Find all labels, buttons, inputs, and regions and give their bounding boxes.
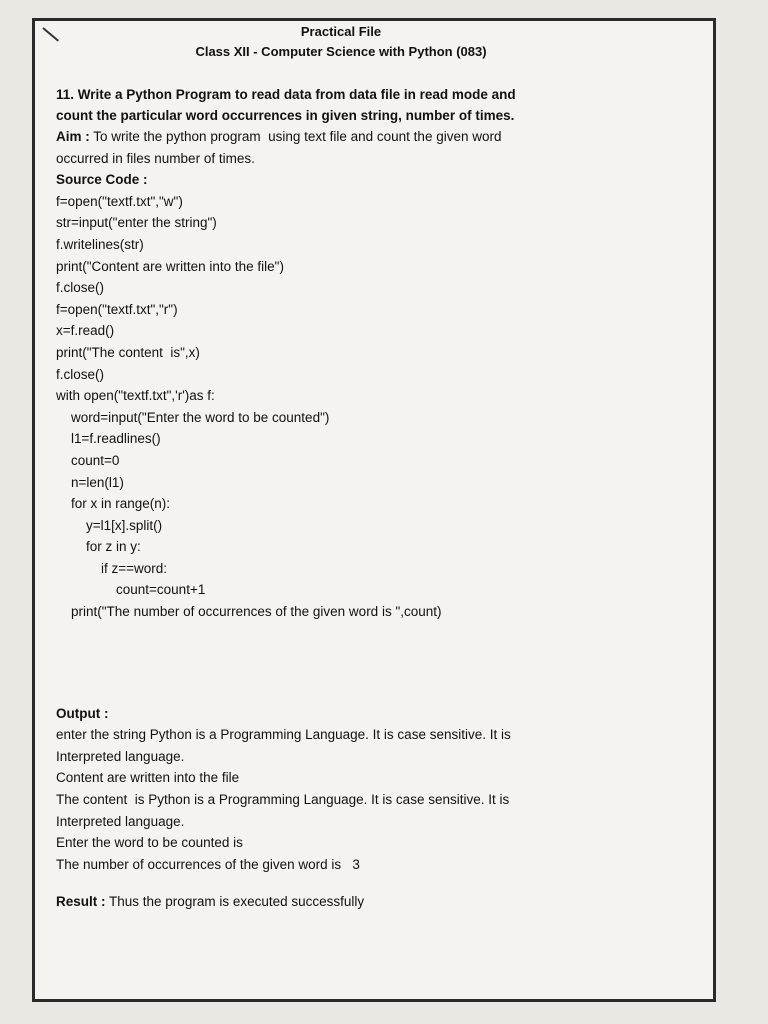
question bbox=[56, 84, 626, 126]
code-line: l1=f.readlines() bbox=[56, 431, 161, 447]
code-line: if z==word: bbox=[56, 560, 168, 576]
code-line: f=open("textf.txt","w") bbox=[56, 193, 183, 209]
code-line: x=f.read() bbox=[56, 323, 115, 339]
output-line: Interpreted language. bbox=[56, 748, 185, 764]
aim-label: Aim : bbox=[56, 129, 90, 144]
code-line: word=input("Enter the word to be counted") bbox=[56, 409, 330, 425]
code-line: print("Content are written into the file") bbox=[56, 258, 284, 274]
output-section bbox=[56, 703, 626, 876]
code-line: with open("textf.txt",'r')as f: bbox=[56, 388, 215, 404]
output-line: Enter the word to be counted is bbox=[56, 835, 243, 851]
output-line: enter the string Python is a Programming Language. It is case sensitive. It is bbox=[56, 727, 511, 743]
output-label: Output : bbox=[56, 705, 109, 721]
result-text: Thus the program is executed successfully bbox=[105, 894, 365, 910]
aim-line-1 bbox=[56, 126, 626, 148]
code-line: f=open("textf.txt","r") bbox=[56, 301, 178, 317]
source-code-label: Source Code : bbox=[56, 172, 148, 188]
page-subtitle: Class XII - Computer Science with Python (083) bbox=[195, 44, 487, 59]
code-line: f.writelines(str) bbox=[56, 236, 144, 252]
code-line: for z in y: bbox=[56, 539, 141, 555]
code-line: print("The content is",x) bbox=[56, 344, 200, 360]
code-line: count=0 bbox=[56, 452, 120, 468]
code-line: f.close() bbox=[56, 280, 105, 296]
code-line: y=l1[x].split() bbox=[56, 517, 163, 533]
page-title: Practical File bbox=[300, 24, 382, 39]
code-line: for x in range(n): bbox=[56, 496, 171, 512]
aim-line-2: occurred in files number of times. bbox=[56, 150, 255, 166]
code-line: str=input("enter the string") bbox=[56, 215, 217, 231]
output-line: The content is Python is a Programming Language. It is case sensitive. It is bbox=[56, 792, 510, 808]
code-line: print("The number of occurrences of the given word is ",count) bbox=[56, 604, 442, 620]
code-line: count=count+1 bbox=[56, 582, 206, 598]
source-code-block bbox=[56, 191, 626, 623]
result-label: Result : bbox=[56, 894, 106, 910]
code-line: n=len(l1) bbox=[56, 474, 124, 490]
result-line bbox=[56, 891, 626, 913]
output-line: Content are written into the file bbox=[56, 770, 240, 786]
output-line: The number of occurrences of the given word is 3 bbox=[56, 856, 360, 872]
aim-text-1: To write the python program using text file and count the given word bbox=[89, 129, 502, 144]
document-content bbox=[56, 22, 626, 913]
question-line-1: 11. Write a Python Program to read data from data file in read mode and bbox=[56, 87, 516, 102]
code-line: f.close() bbox=[56, 366, 105, 382]
question-line-2: count the particular word occurrences in given string, number of times. bbox=[56, 108, 515, 123]
output-line: Interpreted language. bbox=[56, 813, 185, 829]
